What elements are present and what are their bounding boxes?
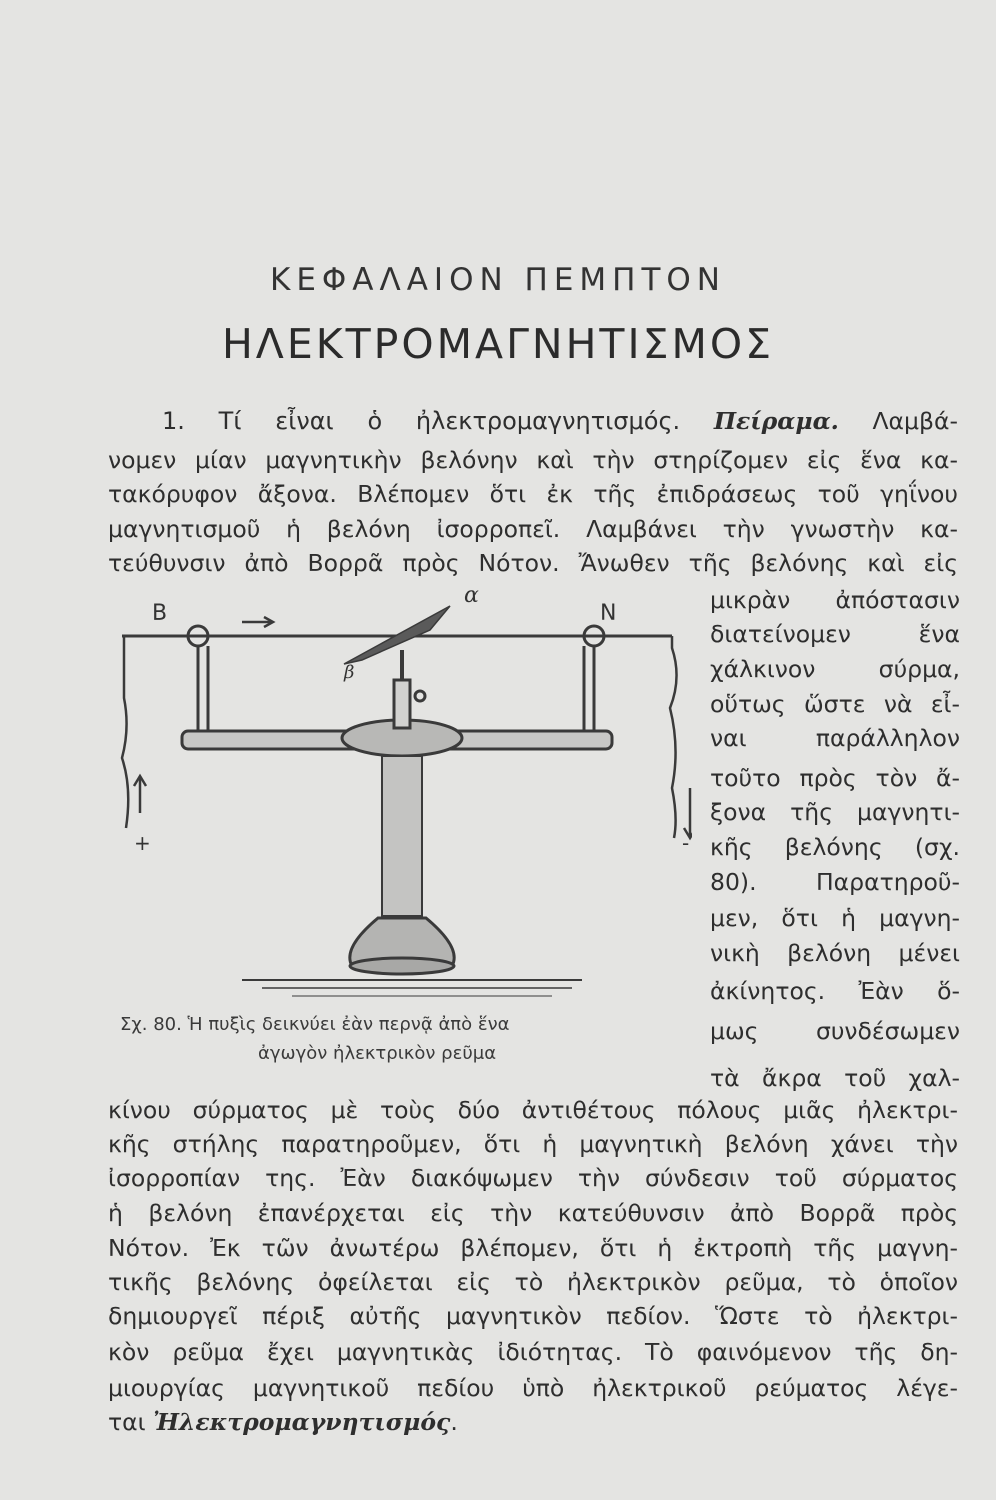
paragraph-line: δημιουργεῖ πέριξ αὐτῆς μαγνητικὸν πεδίον. Ὥστε τὸ ἠλεκτρι- bbox=[108, 1302, 958, 1330]
figure-caption-line2: ἀγωγὸν ἠλεκτρικὸν ρεῦμα bbox=[258, 1043, 497, 1064]
figure-label-minus: - bbox=[682, 831, 690, 855]
figure-label-north: Β bbox=[152, 601, 168, 626]
side-text-line: νικὴ βελόνη μένει bbox=[710, 939, 960, 967]
paragraph-line: τακόρυφον ἄξονα. Βλέπομεν ὅτι ἐκ τῆς ἐπιδράσεως τοῦ γηΐνου bbox=[108, 480, 958, 508]
section-heading: 1. Τί εἶναι ὁ ἠλεκτρομαγνητισμός. bbox=[162, 407, 681, 435]
chapter-heading: ΚΕΦΑΛΑΙΟΝ ΠΕΜΠΤΟΝ bbox=[269, 262, 726, 298]
side-text-line: ναι παράλληλον bbox=[710, 724, 960, 752]
paragraph-line: κίνου σύρματος μὲ τοὺς δύο ἀντιθέτους πόλους μιᾶς ἠλεκτρι- bbox=[108, 1096, 958, 1124]
term-electromagnetism: Ἠλεκτρομαγνητισμός bbox=[153, 1408, 451, 1436]
last-line-suffix: . bbox=[450, 1408, 458, 1436]
side-text-line: κῆς βελόνης (σχ. bbox=[710, 833, 960, 861]
figure-caption-line1: Σχ. 80. Ἡ πυξὶς δεικνύει ἐὰν περνᾷ ἀπὸ ἕνα bbox=[120, 1014, 510, 1035]
side-text-line: ἀκίνητος. Ἐὰν ὅ- bbox=[710, 977, 960, 1005]
figure-label-a: α bbox=[464, 588, 479, 608]
paragraph-line: ἰσορροπίαν της. Ἐὰν διακόψωμεν τὴν σύνδεσιν τοῦ σύρματος bbox=[108, 1164, 958, 1192]
paragraph-line: μιουργίας μαγνητικοῦ πεδίου ὑπὸ ἠλεκτρικοῦ ρεύματος λέγε- bbox=[108, 1374, 958, 1402]
paragraph-line: μαγνητισμοῦ ἡ βελόνη ἰσορροπεῖ. Λαμβάνει τὴν γνωστὴν κα- bbox=[108, 515, 958, 543]
figure-label-b: β bbox=[344, 662, 355, 683]
paragraph-line: τικῆς βελόνης ὀφείλεται εἰς τὸ ἠλεκτρικὸν ρεῦμα, τὸ ὁποῖον bbox=[108, 1268, 958, 1296]
paragraph-line: ἡ βελόνη ἐπανέρχεται εἰς τὴν κατεύθυνσιν ἀπὸ Βορρᾶ πρὸς bbox=[108, 1199, 958, 1227]
page-title: ΗΛΕΚΤΡΟΜΑΓΝΗΤΙΣΜΟΣ bbox=[221, 320, 775, 368]
figure-label-south: Ν bbox=[600, 601, 617, 626]
side-text-line: 80). Παρατηροῦ- bbox=[710, 868, 960, 896]
side-text-line: μως συνδέσωμεν bbox=[710, 1017, 960, 1045]
paragraph-line: Νότον. Ἐκ τῶν ἀνωτέρω βλέπομεν, ὅτι ἡ ἐκτροπὴ τῆς μαγνη- bbox=[108, 1234, 958, 1262]
side-text-line: διατείνομεν ἕνα bbox=[710, 620, 960, 648]
paragraph-last-line bbox=[108, 1406, 458, 1438]
side-text-line: χάλκινον σύρμα, bbox=[710, 655, 960, 683]
paragraph-line: κῆς στήλης παρατηροῦμεν, ὅτι ἡ μαγνητικὴ βελόνη χάνει τὴν bbox=[108, 1130, 958, 1158]
experiment-label: Πείραμα. bbox=[713, 407, 839, 435]
paragraph-line: κὸν ρεῦμα ἔχει μαγνητικὰς ἰδιότητας. Τὸ φαινόμενον τῆς δη- bbox=[108, 1338, 958, 1366]
side-text-line: οὕτως ὥστε νὰ εἶ- bbox=[710, 690, 960, 718]
figure-label-plus: + bbox=[134, 831, 151, 855]
paragraph-line: Λαμβά- bbox=[872, 407, 958, 435]
paragraph-line: τεύθυνσιν ἀπὸ Βορρᾶ πρὸς Νότον. Ἄνωθεν τῆς βελόνης καὶ εἰς bbox=[108, 549, 958, 577]
electromagnetism-apparatus-figure bbox=[112, 588, 692, 1008]
side-text-line: τὰ ἄκρα τοῦ χαλ- bbox=[710, 1064, 960, 1092]
side-text-line: μεν, ὅτι ἡ μαγνη- bbox=[710, 904, 960, 932]
side-text-line: ξονα τῆς μαγνητι- bbox=[710, 798, 960, 826]
last-line-prefix: ται bbox=[108, 1408, 146, 1436]
side-text-line: μικρὰν ἀπόστασιν bbox=[710, 586, 960, 614]
section-heading-line bbox=[162, 405, 958, 437]
side-text-line: τοῦτο πρὸς τὸν ἄ- bbox=[710, 764, 960, 792]
paragraph-line: νομεν μίαν μαγνητικὴν βελόνην καὶ τὴν στηρίζομεν εἰς ἕνα κα- bbox=[108, 446, 958, 474]
